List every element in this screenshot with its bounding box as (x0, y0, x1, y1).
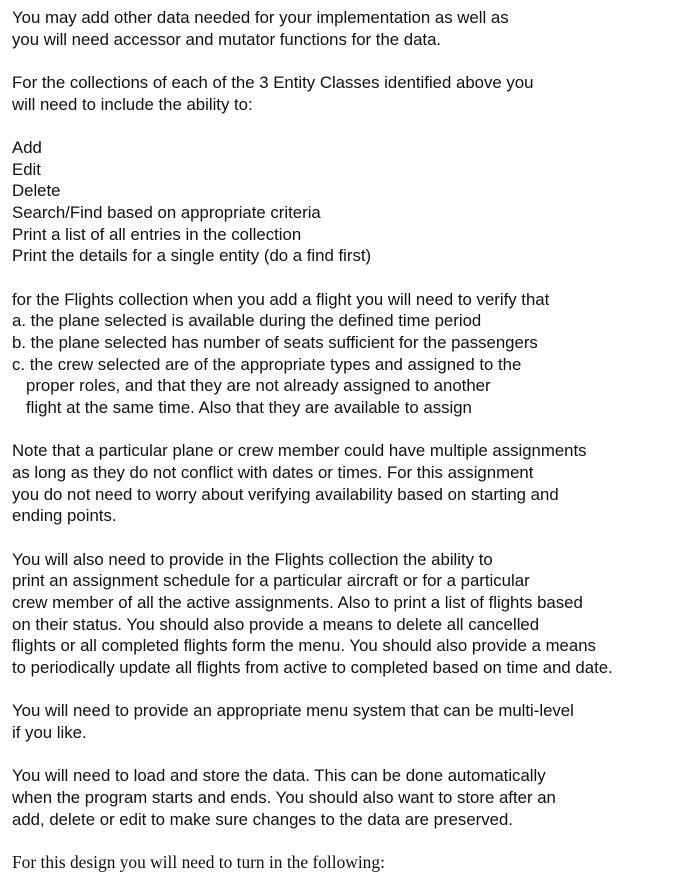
text-line: if you like. (12, 722, 87, 742)
check-item-c-continued: proper roles, and that they are not already assigned to another (26, 376, 491, 396)
ability-item: Add (12, 137, 42, 157)
closing-line: For this design you will need to turn in the following: (12, 851, 385, 872)
document-body (12, 7, 690, 874)
check-item-c-continued: flight at the same time. Also that they are available to assign (26, 398, 472, 418)
check-item-b: b. the plane selected has number of seats sufficient for the passengers (12, 332, 538, 352)
paragraph-load-store (12, 765, 690, 830)
paragraph-flights-verification (12, 289, 690, 419)
text-line: you do not need to worry about verifying availability based on starting and (12, 484, 559, 504)
ability-item: Edit (12, 159, 41, 179)
flights-intro: for the Flights collection when you add a flight you will need to verify that (12, 289, 550, 309)
text-line: You will also need to provide in the Flights collection the ability to (12, 549, 493, 569)
abilities-list (12, 137, 690, 267)
text-line: For the collections of each of the 3 Entity Classes identified above you (12, 72, 534, 92)
text-line: when the program starts and ends. You should also want to store after an (12, 787, 556, 807)
text-line: on their status. You should also provide a means to delete all cancelled (12, 614, 540, 634)
text-line: flights or all completed flights form the menu. You should also provide a means (12, 636, 596, 656)
ability-item: Print the details for a single entity (do a find first) (12, 246, 372, 266)
text-line: will need to include the ability to: (12, 94, 253, 114)
text-line: add, delete or edit to make sure changes to the data are preserved. (12, 809, 513, 829)
text-line: you will need accessor and mutator functions for the data. (12, 29, 442, 49)
text-line: to periodically update all flights from active to completed based on time and date. (12, 658, 613, 678)
text-line: as long as they do not conflict with dates or times. For this assignment (12, 462, 534, 482)
text-line: Note that a particular plane or crew member could have multiple assignments (12, 441, 587, 461)
paragraph-menu (12, 700, 690, 743)
paragraph-collections (12, 72, 690, 115)
paragraph-implementation-data (12, 7, 690, 50)
text-line: You may add other data needed for your implementation as well as (12, 8, 509, 27)
paragraph-note (12, 440, 690, 527)
check-item-c: c. the crew selected are of the appropriate types and assigned to the (12, 354, 522, 374)
text-line: print an assignment schedule for a particular aircraft or for a particular (12, 571, 530, 591)
text-line: crew member of all the active assignments. Also to print a list of flights based (12, 592, 583, 612)
text-line: You will need to load and store the data. This can be done automatically (12, 766, 546, 786)
ability-item: Delete (12, 181, 61, 201)
text-line: You will need to provide an appropriate menu system that can be multi-level (12, 701, 574, 721)
ability-item: Print a list of all entries in the collection (12, 224, 302, 244)
paragraph-schedule (12, 549, 690, 679)
ability-item: Search/Find based on appropriate criteria (12, 202, 321, 222)
text-line: ending points. (12, 506, 117, 526)
paragraph-closing (12, 852, 690, 874)
check-item-a: a. the plane selected is available during the defined time period (12, 311, 482, 331)
